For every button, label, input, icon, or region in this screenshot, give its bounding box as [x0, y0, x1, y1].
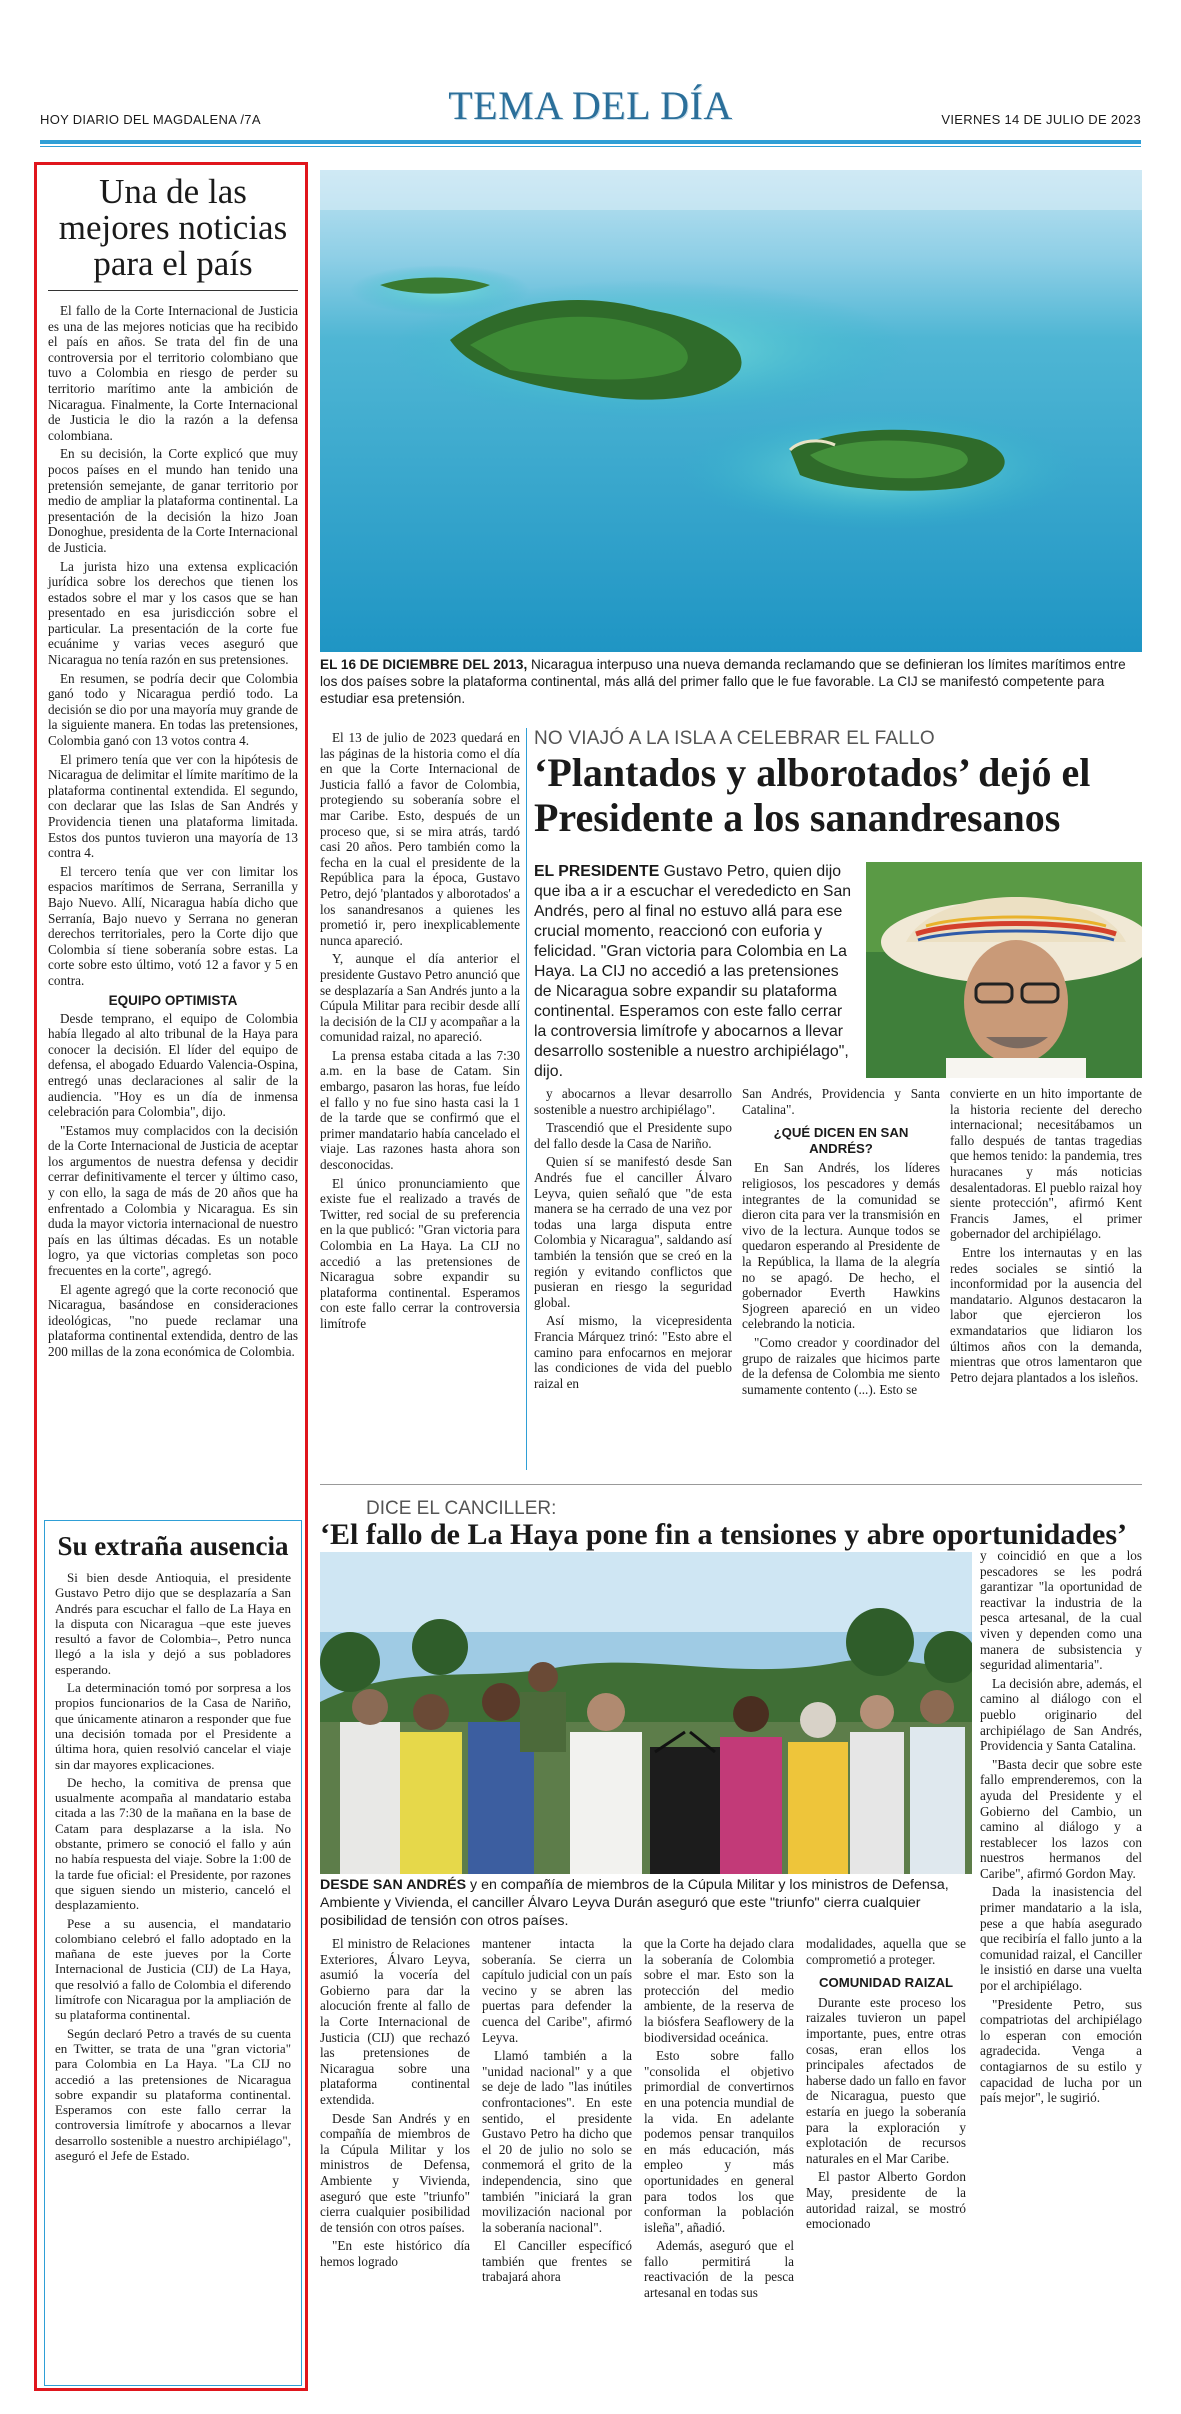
- second-col-c: [644, 1936, 794, 2304]
- lead-col-2: [534, 1086, 732, 1394]
- editorial-paragraph: En su decisión, la Corte explicó que muy pocos países en el mundo han tenido una pretensión semejante, de ganar territorio por medio de ampliar la plataforma continental. La presentación de la decisión la hizo Joan Donoghue, presidenta de la Corte Internacional de Justicia.: [48, 446, 298, 555]
- second-kicker: DICE EL CANCILLER:: [366, 1498, 557, 1519]
- second-col-d: [806, 1936, 966, 2235]
- lead-paragraph: San Andrés, Providencia y Santa Catalina".: [742, 1086, 940, 1117]
- editorial-paragraph: El fallo de la Corte Internacional de Justicia es una de las mejores noticias que ha recibido el país en años. Se trata del fin de una controversia por el territorio colombiano que tuvo a Colombia en riesgo de perder su territorio marítimo ante la ambición de Nicaragua. Finalmente, la Corte Internacional de Justicia le dio la razón a la defensa colombiana.: [48, 303, 298, 443]
- hero-caption: [320, 656, 1142, 707]
- issue-date: VIERNES 14 DE JULIO DE 2023: [941, 112, 1141, 127]
- lead-lede: [534, 862, 856, 1082]
- editorial-paragraph: El tercero tenía que ver con limitar los espacios marítimos de Serrana, Serranilla y Bajo Nuevo. Allí, Nicaragua había dicho que Serranía, Bajo nuevo y Serrana no generan derechos territoriales, pero la Corte dijo que Colombia sí tiene soberanía sobre estas. La corte sobre esto último, votó 12 a favor y 5 en contra.: [48, 863, 298, 988]
- absence-paragraph: Pese a su ausencia, el mandatario colombiano celebró el fallo adoptado en la mañana de este jueves por la Corte Internacional de Justicia (CIJ) de La Haya, que resolvió a fallo de Colombia el diferendo limítrofe con Nicaragua por la ampliación de su plataforma continental.: [55, 1915, 291, 2023]
- lead-paragraph: convierte en un hito importante de la historia reciente del derecho internacional; necesitábamos un fallo después de tantas tragedias que hemos tenido: la pandemia, tres huracanes y más noticias desalentadoras. El pueblo raizal hoy siente protección", afirmó Kent Francis James, el primer gobernador del archipiélago.: [950, 1086, 1142, 1242]
- editorial-paragraph: La jurista hizo una extensa explicación jurídica sobre los derechos que tienen los estados sobre el mar y los casos que se han presentado en esa jurisdicción sobre el particular. La presentación de la corte fue ecuánime y varias veces aseguró que Nicaragua no tenía razón en sus pretensiones.: [48, 558, 298, 668]
- paper-name: HOY DIARIO DEL MAGDALENA /7A: [40, 112, 261, 127]
- second-paragraph: Durante este proceso los raizales tuvieron un papel importante, pues, entre otras cosas, eran ellos los principales afectados de haberse dado un fallo en favor de Nicaragua, puesto que estaría en juego la soberanía para la exploración y explotación de recursos naturales en el Mar Caribe.: [806, 1994, 967, 2166]
- editorial-subhead: EQUIPO OPTIMISTA: [108, 992, 238, 1008]
- second-paragraph: Dada la inasistencia del primer mandatario a la isla, pese a que había asegurado que recibiría el fallo junto a la comunidad raizal, el Canciller le insistió en darse una vuelta por el archipiélago.: [980, 1884, 1142, 1994]
- second-col-a: [320, 1936, 470, 2272]
- second-paragraph: "Basta decir que sobre este fallo emprenderemos, con la ayuda del Presidente y el Gobierno del Cambio, un camino al diálogo y a restablecer los lazos con nuestros hermanos del Caribe", afirmó Gordon May.: [980, 1756, 1142, 1881]
- second-subhead: COMUNIDAD RAIZAL: [818, 1975, 954, 1991]
- second-col-e: [980, 1548, 1142, 2109]
- second-paragraph: Desde San Andrés y en compañía de miembros de la Cúpula Militar y los ministros de Defensa, Ambiente y Vivienda, aseguró que este "triunfo" cierra cualquier posibilidad de tensión con otros países.: [320, 2110, 470, 2235]
- masthead: [40, 82, 1141, 140]
- lead-paragraph: El único pronunciamiento que existe fue el realizado a través de Twitter, red social de su preferencia en la que publicó: "Gran victoria para Colombia en La Haya. La CIJ no accedió a las pretensiones de Nicaragua sobre expandir su plataforma continental. Esperamos con este fallo cerrar la controversia limítrofe: [320, 1175, 520, 1331]
- lead-paragraph: La prensa estaba citada a las 7:30 a.m. en la base de Catam. Sin embargo, pasaron las horas, fue leído el fallo y no fue sino hasta casi la 1 de la tarde que se confirmó que el primer mandatario había cancelado el viaje. Las razones hasta ahora son desconocidas.: [320, 1047, 520, 1173]
- second-caption-text: y en compañía de miembros de la Cúpula Militar y los ministros de Defensa, Ambiente y Vivienda, el canciller Álvaro Leyva Durán aseguró que este "triunfo" cierra cualquier posibilidad de tensión con otros países.: [320, 1877, 949, 1929]
- lead-col-3: [742, 1086, 940, 1400]
- editorial-paragraph: El primero tenía que ver con la hipótesis de Nicaragua de delimitar el límite marítimo de la plataforma continental extendida. El segundo, con declarar que las Islas de San Andrés y Providencia tienen una plataforma limitada. Estos dos puntos tuvieron una mayoría de 13 contra 4.: [48, 751, 298, 861]
- lead-headline: ‘Plantados y alborotados’ dejó el Presidente a los sanandresanos: [534, 750, 1091, 840]
- editorial-paragraph: El agente agregó que la corte reconoció que Nicaragua, basándose en consideraciones ideológicas, "no puede reclamar una plataforma continental extendida, dentro de las 200 millas de la zona económica de Colombia.: [48, 1281, 298, 1359]
- second-headline: ‘El fallo de La Haya pone fin a tensiones y abre oportunidades’: [320, 1518, 1128, 1551]
- second-paragraph: "En este histórico día hemos logrado: [320, 2238, 470, 2269]
- header-rule-thin: [40, 146, 1141, 147]
- lead-col-1: [320, 730, 520, 1335]
- second-paragraph: El ministro de Relaciones Exteriores, Álvaro Leyva, asumió la vocería del Gobierno para dar la alocución frente al fallo de la Corte Internacional de Justicia (CIJ) que rechazó las pretensiones de Nicaragua sobre una plataforma continental extendida.: [320, 1936, 470, 2107]
- lede-lead: EL PRESIDENTE: [534, 863, 660, 880]
- header-rule: [40, 140, 1141, 144]
- second-paragraph: modalidades, aquella que se comprometió a proteger.: [806, 1936, 966, 1967]
- lead-paragraph: Así mismo, la vicepresidenta Francia Márquez trinó: "Esto abre el camino para enfocarnos en mejorar las condiciones de vida del pueblo raizal en: [534, 1313, 732, 1391]
- second-caption: [320, 1876, 972, 1930]
- second-paragraph: Esto sobre fallo "consolida el objetivo primordial de convertirnos en una potencia mundial de la vida. En adelante podemos pensar tranquilos en más educación, más empleo y más oportunidades en general para todos los que conforman la población isleña", añadió.: [644, 2048, 794, 2235]
- column-rule: [526, 728, 527, 1470]
- lede-text: Gustavo Petro, quien dijo que iba a ir a escuchar el verededicto en San Andrés, pero al final no estuvo allá para ese crucial momento, reaccionó con euforia y felicidad. "Gran victoria para Colombia en La Haya. La CIJ no accedió a las pretensiones de Nicaragua sobre expandir su plataforma continental. Esperamos con este fallo cerrar la controversia limítrofe y abocarnos a llevar desarrollo sostenible a nuestro archipiélago", dijo.: [534, 863, 852, 1080]
- second-paragraph: El pastor Alberto Gordon May, presidente de la autoridad raizal, se mostró emocionado: [806, 2169, 966, 2232]
- lead-kicker: NO VIAJÓ A LA ISLA A CELEBRAR EL FALLO: [534, 728, 935, 749]
- section-title: TEMA DEL DÍA: [448, 83, 733, 128]
- lead-subhead: ¿QUÉ DICEN EN SAN ANDRÉS?: [773, 1125, 909, 1156]
- island-aerial-photo: [320, 170, 1142, 652]
- absence-paragraph: La determinación tomó por sorpresa a los propios funcionarios de la Casa de Nariño, que únicamente atinaron a responder que fue una decisión tomada por el Presidente a última hora, quien resolvió cancelar el viaje sin dar mayores explicaciones.: [55, 1680, 291, 1772]
- lead-paragraph: Entre los internautas y en las redes sociales se sintió la inconformidad por la ausencia del mandatario. Algunos destacaron la labor que ejercieron los exmandatarios que lidiaron los últimos años con la demanda, mientras que otros lamentaron que Petro dejara plantados a los isleños.: [950, 1244, 1142, 1385]
- lead-paragraph: "Como creador y coordinador del grupo de raizales que hicimos parte de la defensa de Colombia me siento sumamente contento (...). Esto se: [742, 1334, 940, 1397]
- absence-title: Su extraña ausencia: [57, 1531, 289, 1561]
- lead-paragraph: y abocarnos a llevar desarrollo sostenible a nuestro archipiélago".: [534, 1086, 732, 1117]
- lead-paragraph: Trascendió que el Presidente supo del fallo desde la Casa de Nariño.: [534, 1120, 732, 1151]
- second-paragraph: Llamó también a la "unidad nacional" y a que se deje de lado "las inútiles confrontaciones". En este sentido, el presidente Gustavo Petro ha dicho que el 20 de julio no solo se conmemorá el grito de la independencia, sino que también "iniciará la gran movilización nacional por la soberanía nacional".: [482, 2048, 632, 2235]
- second-caption-lead: DESDE SAN ANDRÉS: [320, 1877, 467, 1893]
- petro-portrait-photo: [866, 862, 1142, 1078]
- section-rule: [320, 1484, 1142, 1485]
- second-paragraph: La decisión abre, además, el camino al diálogo con el pueblo originario del archipiélago de San Andrés, Providencia y Santa Catalina.: [980, 1675, 1142, 1754]
- second-paragraph: El Canciller específicó también que frentes se trabajará ahora: [482, 2238, 632, 2285]
- second-paragraph: Además, aseguró que el fallo permitirá la reactivación de la pesca artesanal en todas sus: [644, 2238, 794, 2301]
- absence-paragraph: De hecho, la comitiva de prensa que usualmente acompaña al mandatario estaba citada a las 7:30 de la mañana en la base de Catam para desplazarse a la isla. No obstante, primero se conoció el fallo y aún no había respuesta del viaje. Sobre la 1:00 de la tarde fue oficial: el Presidente, por razones que siguen siendo un misterio, canceló el desplazamiento.: [55, 1774, 291, 1913]
- lead-col-4: [950, 1086, 1142, 1388]
- editorial-column: [48, 170, 298, 1363]
- chancellor-press-photo: [320, 1552, 972, 1878]
- second-paragraph: y coincidió en que a los pescadores se les podrá garantizar "la oportunidad de reactivar la industria de la pesca artesanal, de la cual viven y dependen como una manera de subsistencia y seguridad alimentaria".: [980, 1548, 1142, 1673]
- second-col-b: [482, 1936, 632, 2288]
- second-paragraph: que la Corte ha dejado clara la soberanía de Colombia sobre el mar. Esto son la protección del medio ambiente, de la reserva de la biósfera Seaflowery de la biodiversidad oceánica.: [644, 1936, 794, 2045]
- hero-caption-text: Nicaragua interpuso una nueva demanda reclamando que se definieran los límites marítimos entre los dos países sobre la plataforma continental, más allá del primer fallo que le fue favorable. La CIJ se manifestó competente para estudiar esa pretensión.: [320, 657, 1126, 706]
- editorial-paragraph: Desde temprano, el equipo de Colombia había llegado al alto tribunal de la Haya para conocer la decisión. El líder del equipo de defensa, el abogado Eduardo Valencia-Ospina, entregó unas declaraciones al salir de la audiencia. "Hoy es un día de inmensa celebración para Colombia", dijo.: [48, 1010, 298, 1120]
- second-paragraph: "Presidente Petro, sus compatriotas del archipiélago lo esperan con emoción agradecida. Venga a contagiarnos de su estilo y capacidad de lucha por un país mejor", le sugirió.: [980, 1996, 1142, 2106]
- lead-paragraph: Quien sí se manifestó desde San Andrés fue el canciller Álvaro Leyva, quien señaló que "de esta manera se ha cerrado de una vez por todas una larga disputa entre Colombia y Nicaragua", saldando así también la tensión que se creó en la región y evitando conflictos que pusieran en riesgo la seguridad global.: [534, 1154, 732, 1310]
- editorial-title: Una de las mejores noticias para el país: [58, 172, 288, 283]
- editorial-paragraph: "Estamos muy complacidos con la decisión de la Corte Internacional de Justicia de aceptar los argumentos de nuestra defensa y decidir cerrar definitivamente el tercer y último caso, y con ello, la saga de más de 20 años que ha enfrentado a Colombia y Nicaragua. Es sin duda la mayor victoria internacional de nuestro país en las últimas décadas. Es un notable logro, ya que victorias completas son poco frecuentes en la corte", agregó.: [48, 1122, 298, 1279]
- lead-paragraph: El 13 de julio de 2023 quedará en las páginas de la historia como el día en que la Corte Internacional de Justicia falló a favor de Colombia, protegiendo su soberanía sobre el mar Caribe. Esto, después de un proceso que, si se mira atrás, tardó casi 20 años. Pero también como la fecha en la cual el presidente de la República para la época, Gustavo Petro, dejó 'plantados y alborotados' a los sanandresanos a quienes les prometió ir, pero inexplicablemente nunca apareció.: [320, 730, 520, 948]
- lead-paragraph: Y, aunque el día anterior el presidente Gustavo Petro anunció que se desplazaría a San Andrés junto a la Cúpula Militar para recibir desde allí la decisión de la CIJ y acompañar a la comunidad raizal, no apareció.: [320, 951, 520, 1045]
- absence-box: [44, 1520, 302, 2386]
- absence-paragraph: Según declaró Petro a través de su cuenta en Twitter, se trata de una "gran victoria" para Colombia en La Haya. "La CIJ no accedió a las pretensiones de Nicaragua sobre expandir su plataforma continental. Esperamos con este fallo cerrar la controversia limítrofe y abocarnos a llevar desarrollo sostenible a nuestro archipiélago", aseguró el Jefe de Estado.: [55, 2025, 291, 2163]
- hero-caption-lead: EL 16 DE DICIEMBRE DEL 2013,: [320, 657, 528, 672]
- second-paragraph: mantener intacta la soberanía. Se cierra un capítulo judicial con un país vecino y se abren las puertas para defender la cuenca del Caribe", afirmó Leyva.: [482, 1936, 632, 2045]
- divider: [48, 290, 298, 291]
- absence-paragraph: Si bien desde Antioquia, el presidente Gustavo Petro dijo que se desplazaría a San Andrés para escuchar el fallo de La Haya en la disputa con Nicaragua –que este jueves resultó a favor de Colombia–, Petro nunca llegó a la isla y dejó a sus pobladores esperando.: [55, 1570, 291, 1677]
- editorial-paragraph: En resumen, se podría decir que Colombia ganó todo y Nicaragua perdió todo. La decisión se dio por una mayoría muy grande de la siguiente manera. En todas las pretensiones, Colombia ganó con 13 votos contra 4.: [48, 670, 298, 749]
- lead-paragraph: En San Andrés, los líderes religiosos, los pescadores y demás integrantes de la comunidad se dieron cita para ver la transmisión en vivo de la lectura. Aunque todos se quedaron esperando al Presidente de la República, la llama de la alegría no se apagó. De hecho, el gobernador Everth Hawkins Sjogreen apareció en un video celebrando la noticia.: [742, 1160, 940, 1332]
